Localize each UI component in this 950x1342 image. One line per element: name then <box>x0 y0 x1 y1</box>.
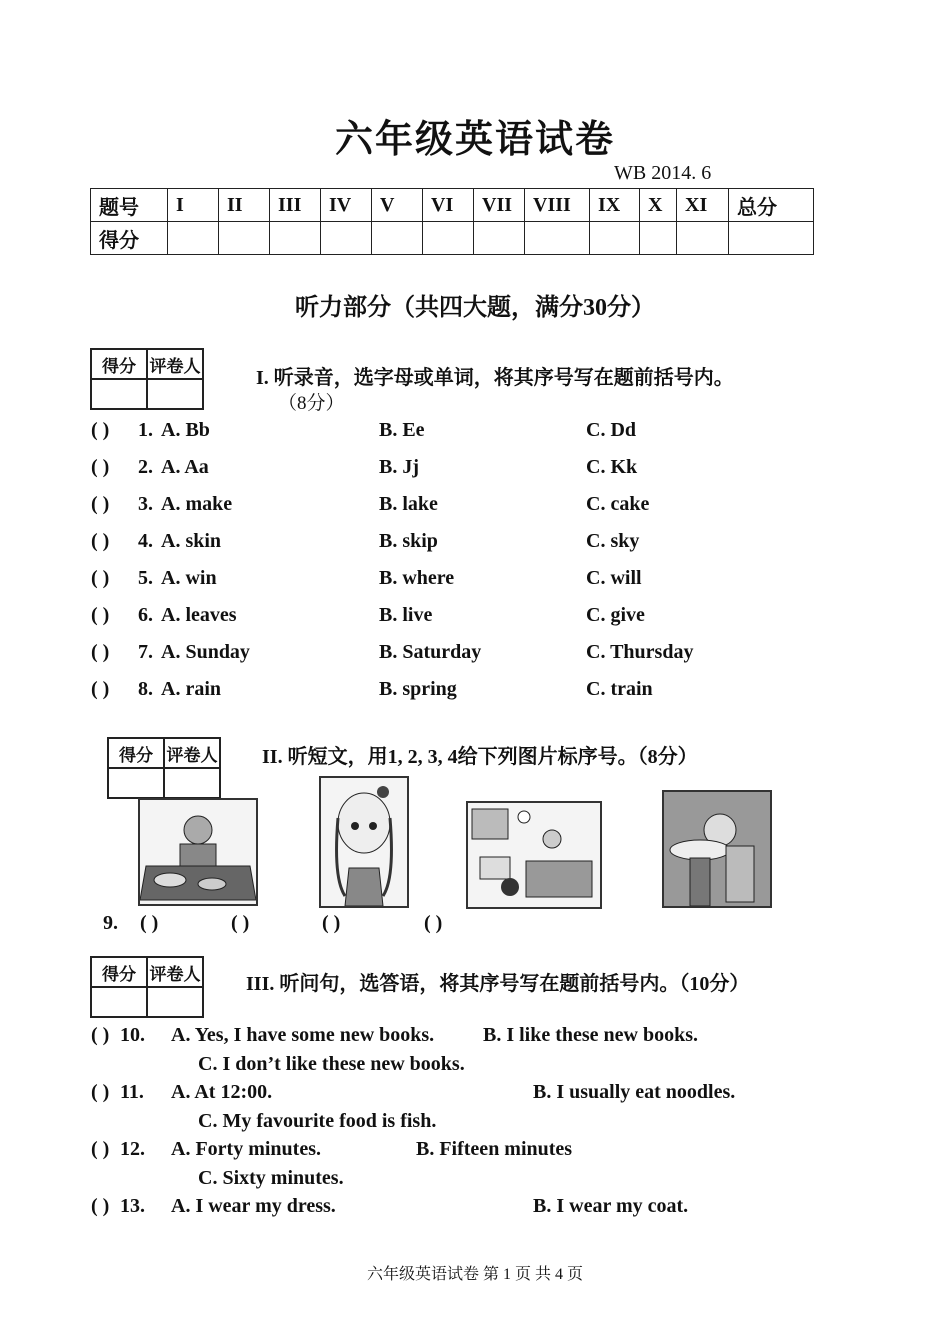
score-table-cell: IV <box>321 189 372 222</box>
question-number: 5. <box>138 567 153 589</box>
score-table-cell: VI <box>423 189 474 222</box>
option-c: C. Dd <box>586 419 637 441</box>
option-a: A. win <box>161 567 217 589</box>
score-table-score-row <box>91 222 814 255</box>
option-b: B. Ee <box>379 419 425 441</box>
option-a: A. skin <box>161 530 222 552</box>
page-title: 六年级英语试卷 <box>334 117 615 161</box>
grader-box <box>90 348 204 410</box>
girl-combing-illustration-icon <box>321 778 407 906</box>
option-a: A. Sunday <box>161 641 250 663</box>
score-table-cell: III <box>270 189 321 222</box>
answer-blank[interactable]: ( ) <box>91 1195 110 1217</box>
question-number: 4. <box>138 530 153 552</box>
option-c: C. sky <box>586 530 640 552</box>
option-c: C. Kk <box>586 456 638 478</box>
option-c: C. cake <box>586 493 650 515</box>
option-a: A. Bb <box>161 419 210 441</box>
option-a: A. Yes, I have some new books. <box>171 1024 435 1046</box>
option-b: B. I like these new books. <box>483 1024 699 1046</box>
answer-blank[interactable]: ( ) <box>140 912 159 934</box>
answer-blank[interactable]: ( ) <box>91 493 110 515</box>
grader-box <box>90 956 204 1018</box>
score-input-cell[interactable] <box>525 222 590 255</box>
option-a: A. make <box>161 493 233 515</box>
grader-name-cell[interactable] <box>147 379 203 409</box>
option-a: A. At 12:00. <box>171 1081 273 1103</box>
question-number: 11. <box>120 1081 144 1103</box>
score-table-header-row <box>91 189 814 222</box>
answer-blank[interactable]: ( ) <box>91 641 110 663</box>
answer-blank[interactable]: ( ) <box>91 604 110 626</box>
answer-blank[interactable]: ( ) <box>91 530 110 552</box>
score-input-cell[interactable] <box>640 222 677 255</box>
score-input-cell[interactable] <box>677 222 729 255</box>
grader-name-cell[interactable] <box>164 768 220 798</box>
question-number: 1. <box>138 419 153 441</box>
option-c: C. train <box>586 678 653 700</box>
question-9-number: 9. <box>103 912 118 934</box>
question-number: 7. <box>138 641 153 663</box>
grader-box <box>107 737 221 799</box>
score-table-cell: XI <box>677 189 729 222</box>
question-number: 13. <box>120 1195 145 1217</box>
score-input-cell[interactable] <box>423 222 474 255</box>
score-table-cell: VII <box>474 189 525 222</box>
listening-section-title: 听力部分（共四大题，满分30分） <box>295 295 655 321</box>
picture-boy-waking-up <box>466 801 602 909</box>
question-number: 12. <box>120 1138 145 1160</box>
option-a: A. Forty minutes. <box>171 1138 321 1160</box>
answer-blank[interactable]: ( ) <box>91 1138 110 1160</box>
question-number: 8. <box>138 678 153 700</box>
picture-girl-eating-breakfast <box>138 798 258 906</box>
bedroom-illustration-icon <box>468 803 600 907</box>
answer-blank[interactable]: ( ) <box>231 912 250 934</box>
option-b: B. lake <box>379 493 438 515</box>
part1-points: （8分） <box>278 393 345 414</box>
option-c: C. Thursday <box>586 641 694 663</box>
option-b: B. spring <box>379 678 457 700</box>
question-number: 10. <box>120 1024 145 1046</box>
score-table-cell: II <box>219 189 270 222</box>
option-b: B. Saturday <box>379 641 482 663</box>
grader-score-label: 得分 <box>91 957 147 987</box>
grader-name-cell[interactable] <box>147 987 203 1017</box>
answer-blank[interactable]: ( ) <box>424 912 443 934</box>
score-table-cell: 总分 <box>729 189 814 222</box>
score-table-cell: 题号 <box>91 189 168 222</box>
part2-heading: II. 听短文，用1, 2, 3, 4给下列图片标序号。（8分） <box>262 746 698 768</box>
option-b: B. I wear my coat. <box>533 1195 689 1217</box>
option-b: B. live <box>379 604 433 626</box>
grader-score-label: 得分 <box>108 738 164 768</box>
option-b: B. Jj <box>379 456 419 478</box>
grader-name-label: 评卷人 <box>164 738 220 768</box>
score-input-cell[interactable] <box>729 222 814 255</box>
option-c: C. will <box>586 567 642 589</box>
score-input-cell[interactable] <box>321 222 372 255</box>
option-c: C. give <box>586 604 645 626</box>
score-input-cell[interactable] <box>474 222 525 255</box>
grader-name-label: 评卷人 <box>147 957 203 987</box>
option-b: B. I usually eat noodles. <box>533 1081 736 1103</box>
question-number: 3. <box>138 493 153 515</box>
grader-score-cell[interactable] <box>91 987 147 1017</box>
washing-illustration-icon <box>664 792 770 906</box>
score-table-cell: I <box>168 189 219 222</box>
option-a: A. rain <box>161 678 221 700</box>
grader-score-label: 得分 <box>91 349 147 379</box>
option-a: A. I wear my dress. <box>171 1195 336 1217</box>
option-c: C. My favourite food is fish. <box>198 1110 437 1132</box>
question-number: 6. <box>138 604 153 626</box>
answer-blank[interactable]: ( ) <box>91 567 110 589</box>
score-table-cell: X <box>640 189 677 222</box>
score-table-cell: 得分 <box>91 222 168 255</box>
grader-score-cell[interactable] <box>91 379 147 409</box>
score-table-cell: VIII <box>525 189 590 222</box>
answer-blank[interactable]: ( ) <box>91 456 110 478</box>
picture-girl-combing-hair <box>319 776 409 908</box>
score-input-cell[interactable] <box>168 222 219 255</box>
part3-heading: III. 听问句，选答语，将其序号写在题前括号内。（10分） <box>246 973 750 995</box>
option-a: A. Aa <box>161 456 209 478</box>
question-number: 2. <box>138 456 153 478</box>
score-table-cell: V <box>372 189 423 222</box>
part1-heading: I. 听录音，选字母或单词，将其序号写在题前括号内。 <box>256 367 734 389</box>
option-c: C. Sixty minutes. <box>198 1167 344 1189</box>
grader-name-label: 评卷人 <box>147 349 203 379</box>
picture-girl-washing-face <box>662 790 772 908</box>
exam-date: WB 2014. 6 <box>614 162 712 184</box>
answer-blank[interactable]: ( ) <box>91 1081 110 1103</box>
answer-blank[interactable]: ( ) <box>91 678 110 700</box>
option-b: B. Fifteen minutes <box>416 1138 573 1160</box>
score-input-cell[interactable] <box>270 222 321 255</box>
score-table <box>90 188 814 255</box>
option-b: B. skip <box>379 530 438 552</box>
answer-blank[interactable]: ( ) <box>322 912 341 934</box>
score-input-cell[interactable] <box>372 222 423 255</box>
score-input-cell[interactable] <box>219 222 270 255</box>
answer-blank[interactable]: ( ) <box>91 1024 110 1046</box>
page-footer: 六年级英语试卷 第 1 页 共 4 页 <box>366 1266 583 1283</box>
score-input-cell[interactable] <box>590 222 640 255</box>
answer-blank[interactable]: ( ) <box>91 419 110 441</box>
score-table-cell: IX <box>590 189 640 222</box>
grader-score-cell[interactable] <box>108 768 164 798</box>
option-a: A. leaves <box>161 604 237 626</box>
option-b: B. where <box>379 567 455 589</box>
breakfast-illustration-icon <box>140 800 256 904</box>
option-c: C. I don’t like these new books. <box>198 1053 465 1075</box>
